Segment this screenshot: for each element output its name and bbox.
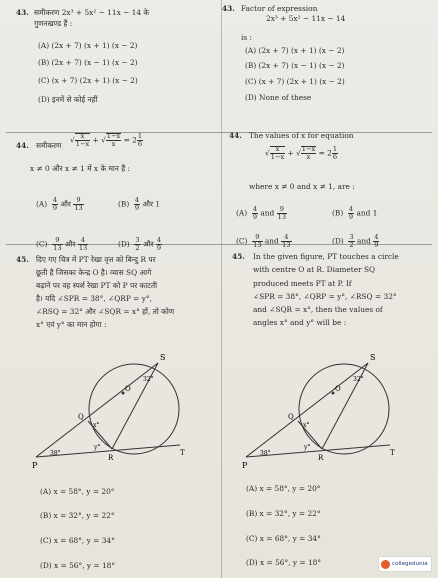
q45-en-text: angles x° and y° will be : [253, 318, 347, 327]
q44-hi-option-a: (A) $\frac{4}{9}$ और $\frac{9}{13}$ [36, 196, 83, 212]
q45-hi-text: x° एवं y° का मान होगा : [36, 320, 107, 329]
q45-hi-figure [30, 347, 200, 472]
q45-en-option-a: (A) x = 58°, y = 20° [246, 484, 321, 493]
label-r: R [108, 454, 114, 462]
label-t: T [180, 449, 185, 457]
label-38: 38° [260, 450, 271, 457]
label-o: O [335, 385, 341, 393]
q45-hi-option-a: (A) x = 58°, y = 20° [40, 487, 115, 496]
q43-hi-option-c: (C) (x + 7) (2x + 1) (x − 2) [38, 76, 138, 85]
label-r: R [318, 454, 324, 462]
q43-hi-option-a: (A) (2x + 7) (x + 1) (x − 2) [38, 41, 138, 50]
q43-en-number: 43. [222, 4, 235, 13]
q45-en-text: In the given figure, PT touches a circle [253, 252, 399, 261]
label-s: S [370, 353, 376, 362]
q45-en-option-d: (D) x = 56°, y = 18° [246, 558, 322, 567]
label-p: P [32, 461, 38, 470]
q45-en-figure [240, 347, 410, 472]
q45-en-number: 45. [232, 252, 245, 261]
label-x-angle: x° [93, 422, 100, 429]
circle-shape [299, 364, 389, 454]
q43-en-option-d: (D) None of these [245, 93, 312, 102]
q43-en-text: is : [241, 33, 252, 42]
label-o: O [125, 385, 131, 393]
q44-en-option-a: (A) $\frac{4}{9}$ and $\frac{9}{13}$ [236, 205, 287, 221]
label-38: 38° [50, 450, 61, 457]
q45-hi-option-d: (D) x = 56°, y = 18° [40, 561, 116, 570]
label-p: P [242, 461, 248, 470]
label-q: Q [288, 413, 294, 421]
logo-icon [381, 560, 390, 569]
q43-en-option-a: (A) (2x + 7) (x + 1) (x − 2) [245, 46, 345, 55]
q44-en-option-b: (B) $\frac{4}{9}$ and 1 [332, 205, 378, 221]
q45-en-text: and ∠SQR = x°, then the values of [253, 305, 383, 314]
q45-hi-option-b: (B) x = 32°, y = 22° [40, 511, 115, 520]
q45-en-text: produced meets PT at P. If [253, 279, 352, 288]
q43-en-option-b: (B) (2x + 7) (x − 1) (x − 2) [245, 61, 345, 70]
q45-hi-text: बढ़ाने पर वह स्पर्श रेखा PT को P पर काटती [36, 281, 158, 290]
q44-en-option-c: (C) $\frac{9}{13}$ and $\frac{4}{13}$ [236, 233, 291, 249]
q44-hi-option-b: (B) $\frac{4}{9}$ और 1 [118, 196, 161, 212]
secant-line-ps [36, 363, 158, 457]
q45-hi-number: 45. [16, 255, 29, 264]
q45-en-text: with centre O at R. Diameter SQ [253, 265, 376, 274]
q44-hi-equation: √ $\frac{x}{1-x}$ + √ $\frac{1-x}{x}$ = 2 $\frac{1}{6}$ [70, 132, 143, 148]
q45-en-text: ∠SPR = 38°, ∠QRP = y°, ∠RSQ = 32° [253, 292, 397, 301]
secant-line-ps [246, 363, 368, 457]
q44-en-option-d: (D) $\frac{3}{2}$ and $\frac{4}{9}$ [332, 233, 379, 249]
q45-hi-text: दिए गए चित्र में PT रेखा वृत्त को बिन्दु R पर [36, 255, 156, 264]
q45-en-option-b: (B) x = 32°, y = 22° [246, 509, 321, 518]
q44-en-number: 44. [229, 131, 242, 140]
label-s: S [160, 353, 166, 362]
q43-hi-text: समीकरण 2x³ + 5x² − 11x − 14 के [34, 8, 150, 17]
q45-hi-text: ∠RSQ = 32° और ∠SQR = x° हों, तो कोण [36, 307, 175, 316]
label-t: T [390, 449, 395, 457]
label-32: 32° [143, 376, 154, 383]
label-32: 32° [353, 376, 364, 383]
circle-shape [89, 364, 179, 454]
q43-en-text: Factor of expression [241, 4, 318, 13]
logo-text: collegedunia [392, 561, 428, 567]
label-q: Q [78, 413, 84, 421]
q44-hi-condition: x ≠ 0 और x ≠ 1 में x के मान हैं : [30, 164, 131, 173]
q43-hi-number: 43. [16, 8, 29, 17]
q44-en-condition: where x ≠ 0 and x ≠ 1, are : [249, 182, 355, 191]
q43-hi-text: गुणनखण्ड हैं : [34, 19, 73, 28]
q43-en-option-c: (C) (x + 7) (2x + 1) (x − 2) [245, 77, 345, 86]
q44-hi-option-d: (D) $\frac{3}{2}$ और $\frac{4}{9}$ [118, 236, 162, 252]
q45-hi-text: छूती है जिसका केन्द्र O है। व्यास SQ आगे [36, 268, 152, 277]
q44-en-lead: The values of x for equation [249, 131, 354, 140]
label-x-angle: x° [303, 422, 310, 429]
q44-hi-option-c: (C) $\frac{9}{13}$ और $\frac{4}{13}$ [36, 236, 88, 252]
q45-en-option-c: (C) x = 68°, y = 34° [246, 534, 321, 543]
label-y-angle: y° [94, 444, 101, 451]
column-divider [221, 0, 222, 578]
q43-hi-option-d: (D) इनमें से कोई नहीं [38, 95, 98, 104]
q44-hi-number: 44. [16, 141, 29, 150]
q45-hi-text: है। यदि ∠SPR = 38°, ∠QRP = y°, [36, 294, 152, 303]
q44-hi-lead: समीकरण [36, 141, 62, 150]
label-y-angle: y° [304, 444, 311, 451]
q45-hi-option-c: (C) x = 68°, y = 34° [40, 536, 115, 545]
q44-en-equation: √ $\frac{x}{1-x}$ + √ $\frac{1-x}{x}$ = 2 $\frac{1}{6}$ [265, 145, 338, 161]
q43-hi-option-b: (B) (2x + 7) (x − 1) (x − 2) [38, 58, 138, 67]
q43-en-text: 2x³ + 5x² − 11x − 14 [266, 14, 346, 23]
collegedunia-logo [378, 556, 432, 572]
